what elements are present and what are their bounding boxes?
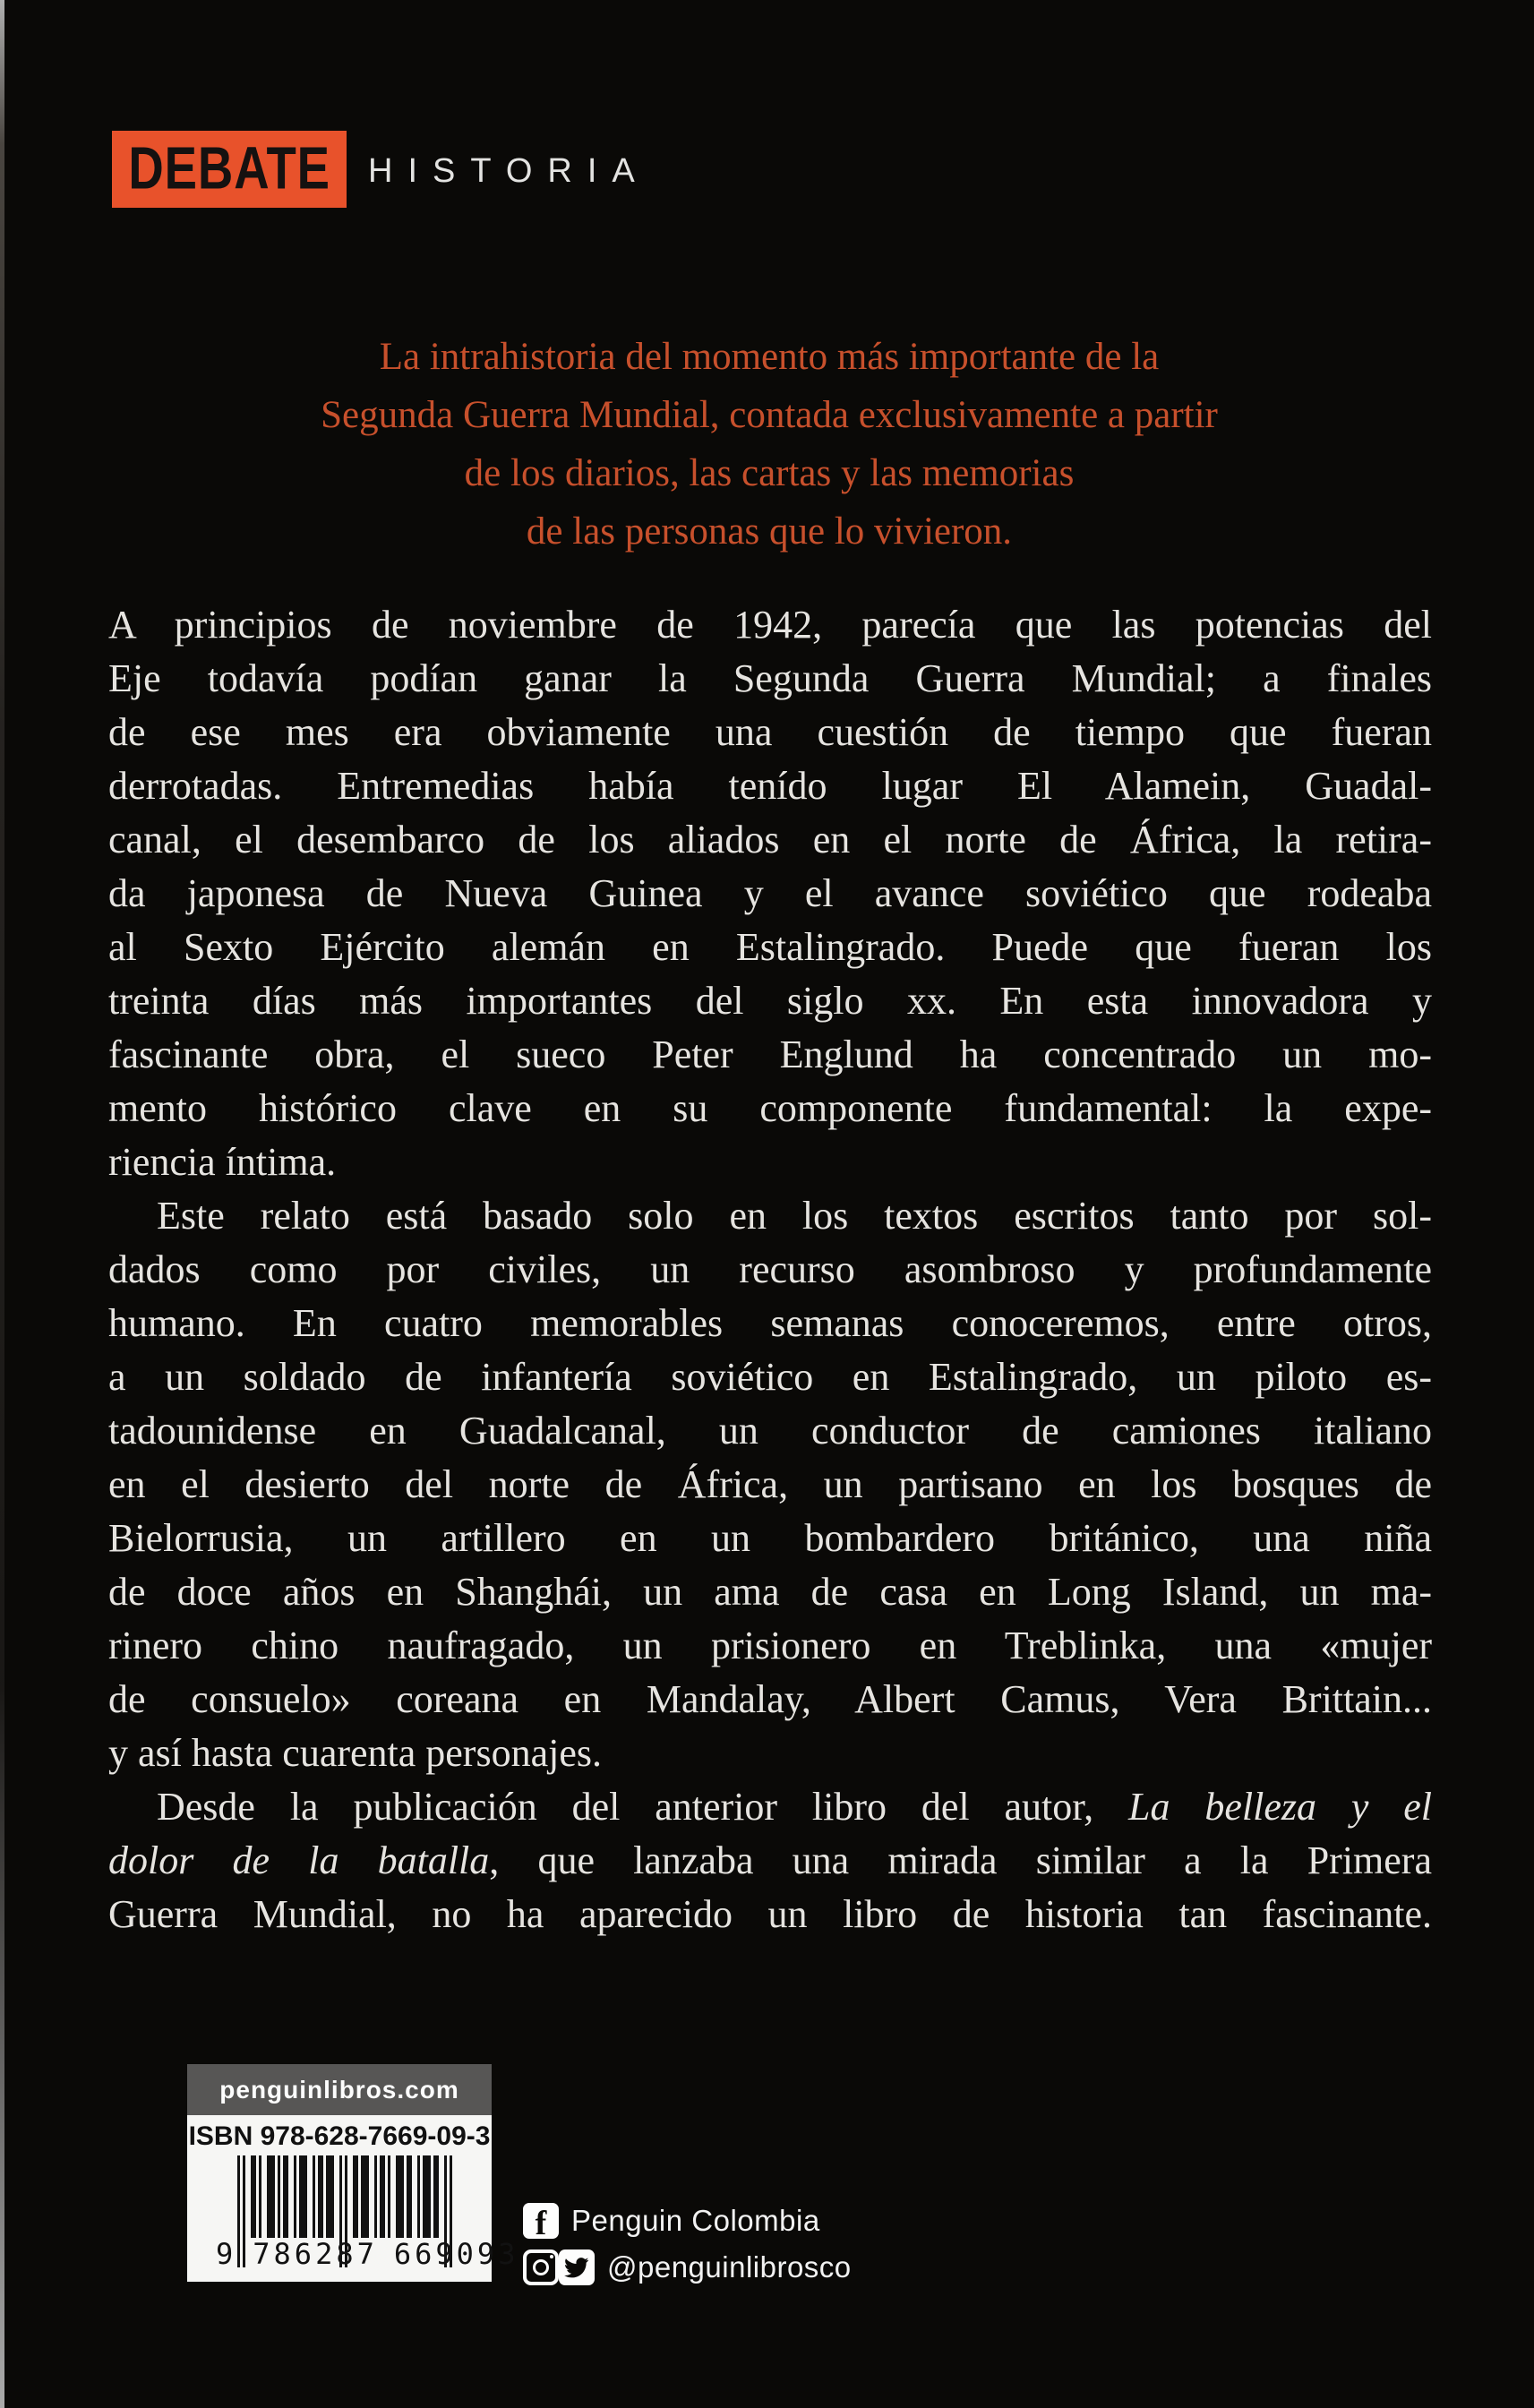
body-line: al Sexto Ejército alemán en Estalingrado. Puede que fueran los (108, 925, 1432, 969)
body-line: Desde la publicación del anterior libro del autor, La belleza y el (157, 1785, 1432, 1829)
collection-label: HISTORIA (368, 151, 650, 190)
facebook-icon: f (523, 2203, 559, 2239)
body-line: en el desierto del norte de África, un partisano en los bosques de (108, 1462, 1432, 1506)
tagline (107, 328, 1431, 561)
tagline-line: Segunda Guerra Mundial, contada exclusivamente a partir (321, 394, 1218, 436)
body-line: de consuelo» coreana en Mandalay, Albert Camus, Vera Brittain... (108, 1677, 1432, 1721)
barcode-box (187, 2115, 519, 2282)
body-line: canal, el desembarco de los aliados en el norte de África, la retira- (108, 818, 1432, 861)
body-text (108, 598, 1432, 1941)
website-url: penguinlibros.com (219, 2075, 459, 2104)
body-line: mento histórico clave en su componente fundamental: la expe- (108, 1086, 1432, 1130)
body-line: y así hasta cuarenta personajes. (108, 1731, 602, 1775)
body-line: dolor de la batalla, que lanzaba una mirada similar a la Primera (108, 1838, 1432, 1882)
body-line: A principios de noviembre de 1942, parecía que las potencias del (108, 603, 1432, 647)
barcode-digit-group: 786287 (253, 2237, 378, 2271)
body-line: tadounidense en Guadalcanal, un conductor de camiones italiano (108, 1409, 1432, 1453)
social-block (523, 2201, 852, 2294)
tagline-line: de los diarios, las cartas y las memorias (464, 452, 1075, 494)
barcode-digit-group: 9 (216, 2237, 234, 2271)
body-line: treinta días más importantes del siglo xx. En esta innovadora y (108, 979, 1432, 1023)
barcode (216, 2155, 519, 2274)
tagline-line: La intrahistoria del momento más importante de la (379, 336, 1160, 378)
body-line: a un soldado de infantería soviético en Estalingrado, un piloto es- (108, 1355, 1432, 1399)
body-line: rinero chino naufragado, un prisionero en Treblinka, una «mujer (108, 1624, 1432, 1667)
handle-row (523, 2248, 852, 2287)
facebook-row (523, 2201, 852, 2241)
body-line: riencia íntima. (108, 1140, 337, 1184)
barcode-digit-group: 669093 (393, 2237, 519, 2271)
body-line: Este relato está basado solo en los textos escritos tanto por sol- (157, 1194, 1432, 1238)
debate-logo (112, 131, 347, 208)
body-line: de ese mes era obviamente una cuestión de tiempo que fueran (108, 710, 1432, 754)
instagram-icon (523, 2249, 559, 2285)
body-line: dados como por civiles, un recurso asombroso y profundamente (108, 1247, 1432, 1291)
body-line: humano. En cuatro memorables semanas conoceremos, entre otros, (108, 1301, 1432, 1345)
facebook-label: Penguin Colombia (571, 2204, 820, 2237)
body-line: da japonesa de Nueva Guinea y el avance soviético que rodeaba (108, 871, 1432, 915)
twitter-icon (559, 2249, 595, 2285)
isbn-label: ISBN 978-628-7669-09-3 (188, 2121, 491, 2151)
barcode-digits (216, 2237, 519, 2271)
tagline-line: de las personas que lo vivieron. (526, 510, 1013, 553)
barcode-bars (237, 2155, 452, 2238)
body-line: Eje todavía podían ganar la Segunda Guerra Mundial; a finales (108, 656, 1432, 700)
body-line: Bielorrusia, un artillero en un bombardero británico, una niña (108, 1516, 1432, 1560)
body-line: fascinante obra, el sueco Peter Englund ha concentrado un mo- (108, 1033, 1432, 1076)
debate-logo-text: DEBATE (128, 135, 330, 202)
imprint-logo-row (112, 131, 650, 208)
body-line: Guerra Mundial, no ha aparecido un libro de historia tan fascinante. (108, 1892, 1432, 1936)
body-line: de doce años en Shanghái, un ama de casa en Long Island, un ma- (108, 1570, 1432, 1614)
scan-edge-artifact (0, 0, 4, 2408)
body-line: derrotadas. Entremedias había tenído lugar El Alamein, Guadal- (108, 764, 1432, 808)
website-strip (187, 2064, 492, 2115)
social-handle: @penguinlibrosco (607, 2250, 852, 2284)
